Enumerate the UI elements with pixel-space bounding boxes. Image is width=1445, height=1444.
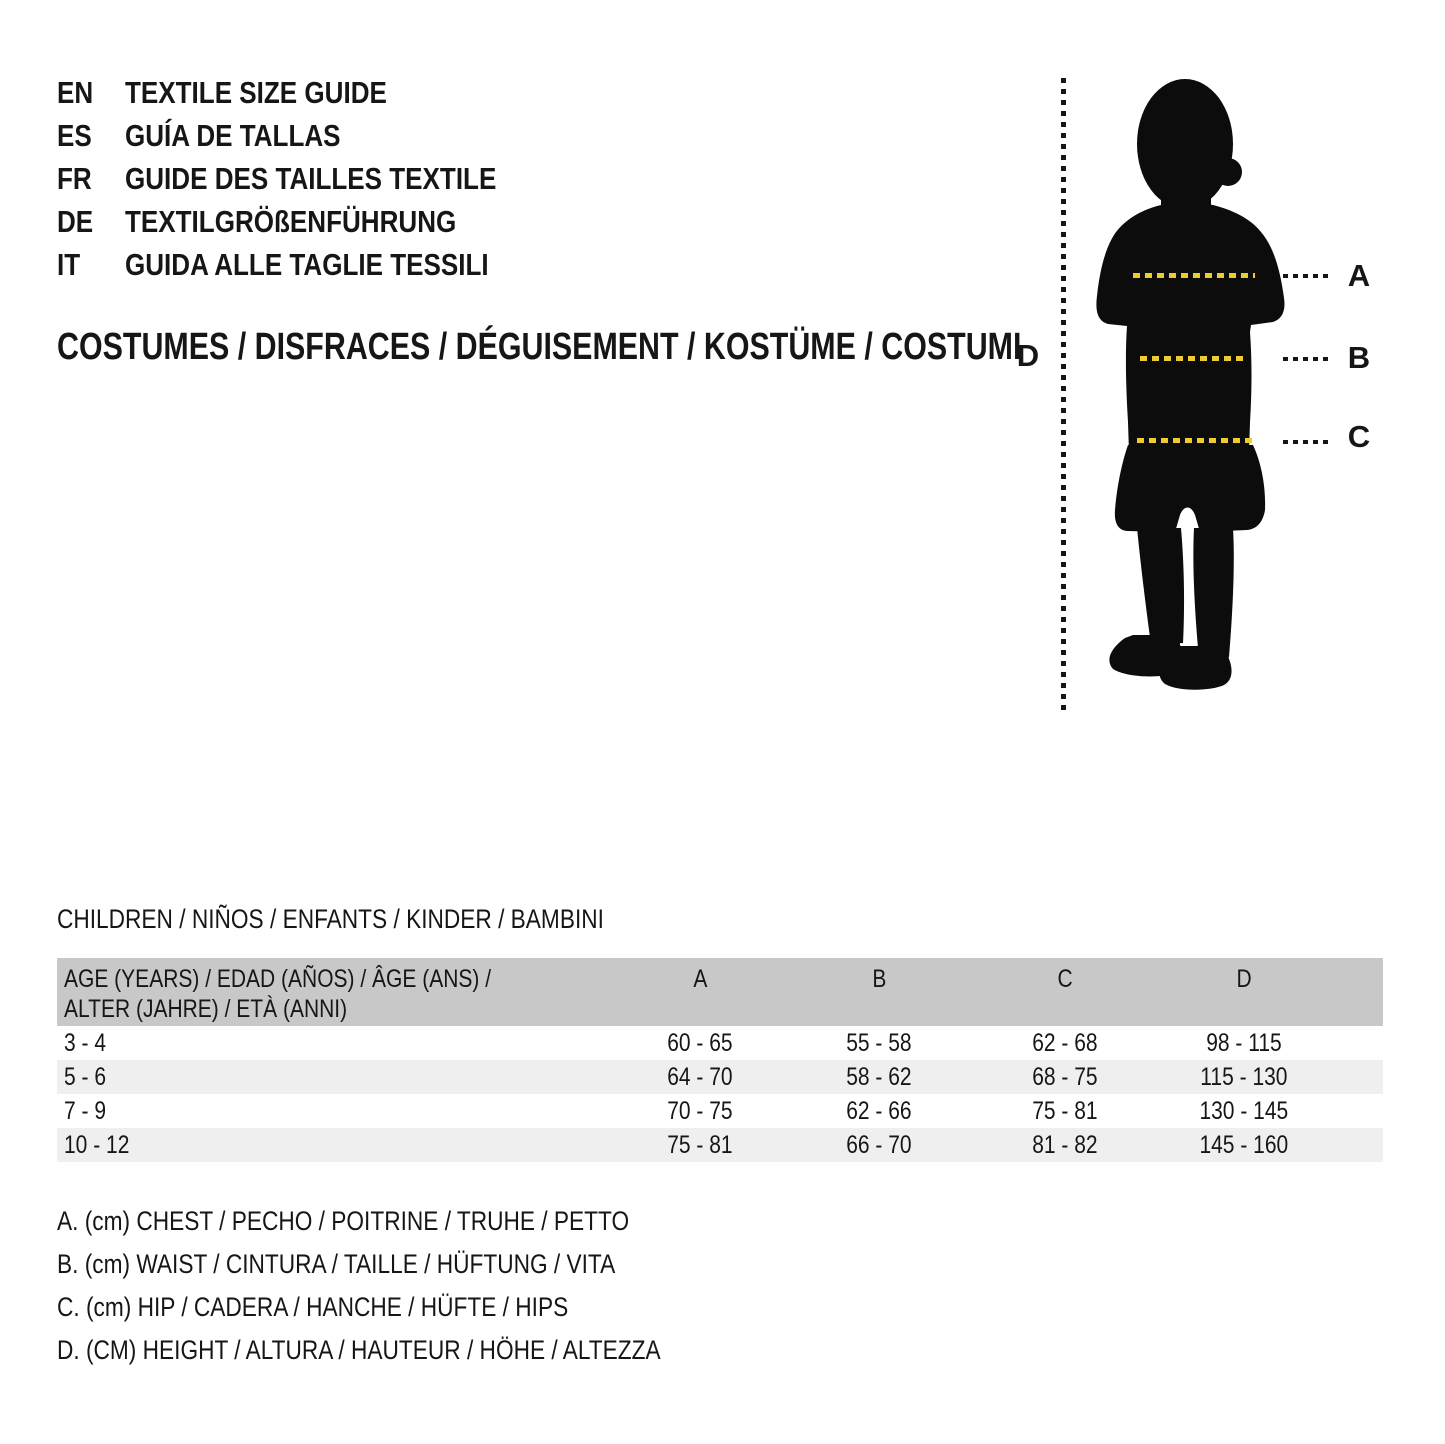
silhouette-right-leg — [1193, 528, 1233, 660]
language-code: DE — [57, 204, 94, 239]
waist-measure-line — [1140, 356, 1248, 361]
column-header-a: A — [692, 965, 708, 993]
hip-connector-line — [1283, 440, 1331, 444]
chest-cell: 60 - 65 — [667, 1029, 733, 1057]
legend-height: D. (CM) HEIGHT / ALTURA / HAUTEUR / HÖHE / ALTEZZA — [57, 1335, 661, 1365]
table-header-row — [57, 958, 1383, 1026]
language-row-it — [57, 243, 567, 286]
size-table — [57, 958, 1383, 1162]
language-row-en — [57, 71, 567, 114]
age-cell: 3 - 4 — [64, 1029, 107, 1057]
table-row — [57, 1026, 1383, 1060]
silhouette-left-leg — [1137, 528, 1184, 645]
silhouette-shorts — [1115, 445, 1265, 532]
language-row-de — [57, 200, 567, 243]
chest-cell: 70 - 75 — [667, 1097, 733, 1125]
guide-title-it: GUIDA ALLE TAGLIE TESSILI — [125, 247, 489, 282]
waist-cell: 58 - 62 — [846, 1063, 912, 1091]
height-label: D — [1016, 338, 1040, 373]
legend-chest: A. (cm) CHEST / PECHO / POITRINE / TRUHE / PETTO — [57, 1206, 630, 1236]
age-header-line1: AGE (YEARS) / EDAD (AÑOS) / ÂGE (ANS) / — [64, 965, 492, 993]
age-cell: 5 - 6 — [64, 1063, 107, 1091]
chest-cell: 75 - 81 — [667, 1131, 733, 1159]
height-cell: 145 - 160 — [1199, 1131, 1289, 1159]
age-cell: 7 - 9 — [64, 1097, 107, 1125]
height-cell: 98 - 115 — [1206, 1029, 1282, 1057]
chest-connector-line — [1283, 274, 1331, 278]
guide-title-en: TEXTILE SIZE GUIDE — [125, 75, 387, 110]
silhouette-shirt — [1096, 203, 1284, 453]
column-header-d: D — [1236, 965, 1252, 993]
language-code: FR — [57, 161, 92, 196]
child-silhouette — [1085, 60, 1290, 715]
language-row-fr — [57, 157, 567, 200]
column-header-c: C — [1057, 965, 1073, 993]
table-row — [57, 1060, 1383, 1094]
waist-connector-line — [1283, 357, 1331, 361]
legend-hip: C. (cm) HIP / CADERA / HANCHE / HÜFTE / HIPS — [57, 1292, 569, 1322]
chest-measure-line — [1133, 273, 1255, 278]
hip-cell: 75 - 81 — [1032, 1097, 1098, 1125]
age-header-line2: ALTER (JAHRE) / ETÀ (ANNI) — [64, 995, 348, 1023]
silhouette-ear — [1214, 158, 1242, 186]
language-title-list — [57, 71, 567, 286]
measurement-legend — [57, 1200, 776, 1372]
guide-title-de: TEXTILGRÖßENFÜHRUNG — [125, 204, 457, 239]
table-row — [57, 1128, 1383, 1162]
guide-title-es: GUÍA DE TALLAS — [125, 118, 341, 153]
waist-cell: 66 - 70 — [846, 1131, 912, 1159]
chest-cell: 64 - 70 — [667, 1063, 733, 1091]
waist-cell: 55 - 58 — [846, 1029, 912, 1057]
language-code: EN — [57, 75, 94, 110]
language-row-es — [57, 114, 567, 157]
language-code: ES — [57, 118, 92, 153]
waist-cell: 62 - 66 — [846, 1097, 912, 1125]
height-dotted-line — [1061, 78, 1066, 714]
hip-cell: 62 - 68 — [1032, 1029, 1098, 1057]
height-cell: 115 - 130 — [1200, 1063, 1288, 1091]
height-cell: 130 - 145 — [1199, 1097, 1289, 1125]
table-row — [57, 1094, 1383, 1128]
legend-waist: B. (cm) WAIST / CINTURA / TAILLE / HÜFTUNG / VITA — [57, 1249, 616, 1279]
hip-cell: 81 - 82 — [1032, 1131, 1098, 1159]
language-code: IT — [57, 247, 81, 282]
guide-title-fr: GUIDE DES TAILLES TEXTILE — [125, 161, 497, 196]
category-title: COSTUMES / DISFRACES / DÉGUISEMENT / KOSTÜME / COSTUMI — [57, 326, 1022, 368]
chest-label: A — [1347, 258, 1371, 293]
waist-label: B — [1347, 340, 1371, 375]
age-cell: 10 - 12 — [64, 1131, 130, 1159]
hip-label: C — [1347, 419, 1371, 454]
hip-measure-line — [1137, 438, 1256, 443]
section-title-children: CHILDREN / NIÑOS / ENFANTS / KINDER / BAMBINI — [57, 904, 604, 934]
hip-cell: 68 - 75 — [1032, 1063, 1098, 1091]
column-header-b: B — [871, 965, 887, 993]
